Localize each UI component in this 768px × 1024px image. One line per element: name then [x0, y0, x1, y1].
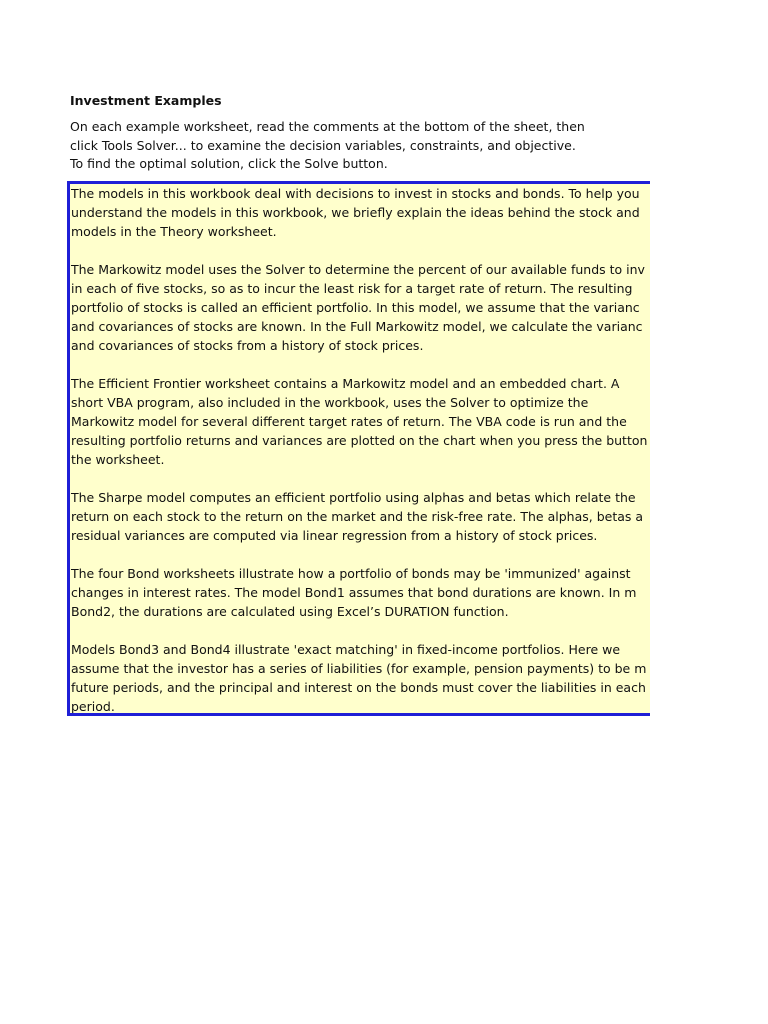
intro-line: click Tools Solver... to examine the decision variables, constraints, and objective.: [70, 137, 576, 153]
paragraph-exact-matching: [71, 640, 650, 716]
text-line: assume that the investor has a series of liabilities (for example, pension payments) to be m: [71, 661, 647, 676]
comment-text: [70, 184, 650, 716]
paragraph-efficient-frontier: [71, 374, 650, 469]
page-title: Investment Examples: [70, 93, 222, 108]
text-line: The models in this workbook deal with decisions to invest in stocks and bonds. To help you: [71, 186, 640, 201]
text-line: understand the models in this workbook, we briefly explain the ideas behind the stock and: [71, 205, 640, 220]
intro-line: To find the optimal solution, click the Solve button.: [70, 156, 388, 171]
text-line: Markowitz model for several different target rates of return. The VBA code is run and the: [71, 414, 627, 429]
text-line: return on each stock to the return on the market and the risk-free rate. The alphas, betas a: [71, 509, 644, 524]
paragraph-overview: [71, 184, 650, 241]
text-line: period.: [71, 699, 115, 714]
text-line: residual variances are computed via linear regression from a history of stock prices.: [71, 528, 598, 543]
text-line: resulting portfolio returns and variances are plotted on the chart when you press the button: [71, 433, 648, 448]
paragraph-bond-immunization: [71, 564, 650, 621]
text-line: portfolio of stocks is called an efficient portfolio. In this model, we assume that the varianc: [71, 300, 640, 315]
intro-text: [70, 118, 585, 174]
text-line: short VBA program, also included in the workbook, uses the Solver to optimize the: [71, 395, 589, 410]
paragraph-sharpe: [71, 488, 650, 545]
intro-line: On each example worksheet, read the comments at the bottom of the sheet, then: [70, 119, 585, 134]
comment-box[interactable]: [67, 181, 650, 716]
text-line: Models Bond3 and Bond4 illustrate 'exact matching' in fixed-income portfolios. Here we: [71, 642, 621, 657]
text-line: the worksheet.: [71, 452, 165, 467]
text-line: models in the Theory worksheet.: [71, 224, 277, 239]
text-line: changes in interest rates. The model Bond1 assumes that bond durations are known. In m: [71, 585, 637, 600]
text-line: in each of five stocks, so as to incur the least risk for a target rate of return. The resulting: [71, 281, 633, 296]
text-line: The Efficient Frontier worksheet contains a Markowitz model and an embedded chart. A: [71, 376, 620, 391]
paragraph-markowitz: [71, 260, 650, 355]
text-line: The Markowitz model uses the Solver to determine the percent of our available funds to inv: [71, 262, 645, 277]
text-line: The four Bond worksheets illustrate how a portfolio of bonds may be 'immunized' against: [71, 566, 631, 581]
text-line: future periods, and the principal and interest on the bonds must cover the liabilities in each: [71, 680, 646, 695]
text-line: Bond2, the durations are calculated using Excel’s DURATION function.: [71, 604, 509, 619]
text-line: and covariances of stocks are known. In the Full Markowitz model, we calculate the varianc: [71, 319, 643, 334]
text-line: The Sharpe model computes an efficient portfolio using alphas and betas which relate the: [71, 490, 636, 505]
text-line: and covariances of stocks from a history of stock prices.: [71, 338, 424, 353]
